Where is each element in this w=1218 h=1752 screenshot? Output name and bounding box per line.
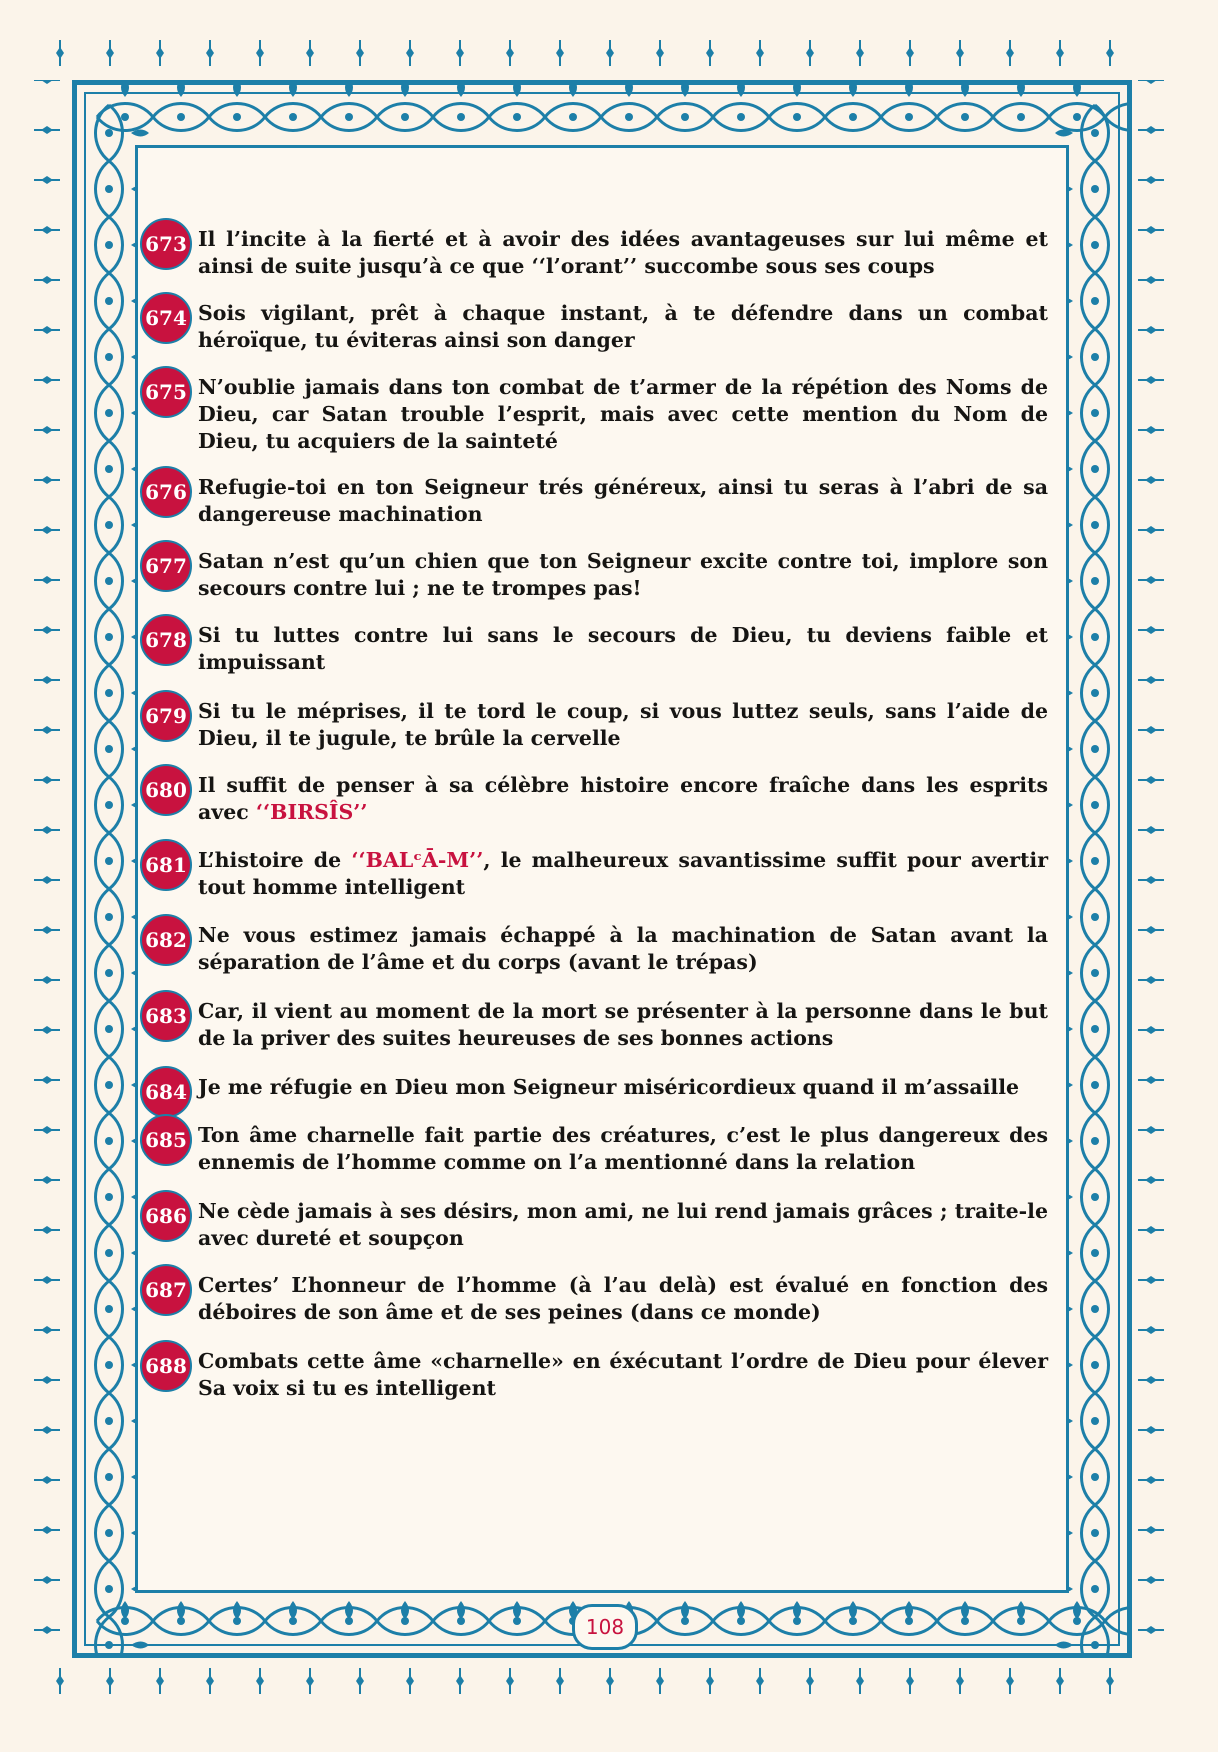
verse-680	[145, 772, 1057, 826]
verse-684	[145, 1074, 1057, 1118]
verse-number-badge: 679	[140, 690, 192, 742]
verse-text: Si tu luttes contre lui sans le secours de Dieu, tu deviens faible et impuissant	[198, 623, 1048, 674]
verse-text: Ton âme charnelle fait partie des créatures, c’est le plus dangereux des ennemis de l’homme comme on l’a mentionné dans la relation	[198, 1123, 1048, 1174]
verse-686	[145, 1198, 1057, 1252]
verse-number-badge: 674	[140, 292, 192, 344]
page-number: 108	[572, 1604, 638, 1650]
verse-677	[145, 548, 1057, 602]
verse-text: Sois vigilant, prêt à chaque instant, à te défendre dans un combat héroïque, tu éviteras ainsi son danger	[198, 301, 1048, 352]
verse-675	[145, 374, 1057, 455]
verse-text: Si tu le méprises, il te tord le coup, si vous luttez seuls, sans l’aide de Dieu, il te jugule, te brûle la cervelle	[198, 699, 1048, 750]
left-tick-border	[30, 80, 64, 1660]
verse-text: Ne vous estimez jamais échappé à la machination de Satan avant la séparation de l’âme et du corps (avant le trépas)	[198, 923, 1048, 974]
verse-683	[145, 998, 1057, 1052]
verse-687	[145, 1272, 1057, 1326]
verse-text: Car, il vient au moment de la mort se présenter à la personne dans le but de la priver des suites heureuses de ses bonnes actions	[198, 999, 1048, 1050]
verse-number-badge: 676	[140, 466, 192, 518]
verse-685	[145, 1122, 1057, 1176]
verse-681	[145, 847, 1057, 901]
verse-text: Je me réfugie en Dieu mon Seigneur miséricordieux quand il m’assaille	[198, 1075, 1020, 1099]
verse-number-badge: 683	[140, 990, 192, 1042]
highlighted-name: ‘‘BIRSÎS’’	[255, 800, 368, 824]
right-tick-border	[1134, 80, 1168, 1660]
verse-text: Ne cède jamais à ses désirs, mon ami, ne lui rend jamais grâces ; traite-le avec dureté et soupçon	[198, 1199, 1048, 1250]
verse-text-main: Il suffit de penser à sa célèbre histoire encore fraîche dans les esprits avec	[198, 773, 1048, 824]
verse-number-badge: 687	[140, 1264, 192, 1316]
top-tick-border	[40, 36, 1170, 70]
verse-number-badge: 680	[140, 764, 192, 816]
verse-text: Satan n’est qu’un chien que ton Seigneur excite contre toi, implore son secours contre lui ; ne te trompes pas!	[198, 549, 1048, 600]
verse-674	[145, 300, 1057, 354]
verse-number-badge: 684	[140, 1066, 192, 1118]
verse-text-before: L’histoire de	[198, 848, 352, 872]
verse-text: Il l’incite à la fierté et à avoir des idées avantageuses sur lui même et ainsi de suite jusqu’à ce que ‘‘l’orant’’ succombe sous ses coups	[198, 227, 1048, 278]
verse-text	[198, 847, 1048, 901]
verse-688	[145, 1348, 1057, 1402]
verse-number-badge: 686	[140, 1190, 192, 1242]
verse-679	[145, 698, 1057, 752]
verse-682	[145, 922, 1057, 976]
verse-678	[145, 622, 1057, 676]
verse-number-badge: 685	[140, 1114, 192, 1166]
verse-text-after: , le malheureux savantissime suffit pour avertir tout homme intelligent	[198, 848, 1049, 899]
verse-number-badge: 673	[140, 218, 192, 270]
verse-text: Refugie-toi en ton Seigneur trés généreux, ainsi tu seras à l’abri de sa dangereuse machination	[198, 475, 1048, 526]
verse-number-badge: 688	[140, 1340, 192, 1392]
verse-number-badge: 681	[140, 839, 192, 891]
verse-number-badge: 677	[140, 540, 192, 592]
verse-673	[145, 226, 1057, 280]
verse-676	[145, 474, 1057, 528]
verse-number-badge: 678	[140, 614, 192, 666]
verse-number-badge: 682	[140, 914, 192, 966]
verse-number-badge: 675	[140, 366, 192, 418]
highlighted-name: ‘‘BALᶜĀ-M’’	[351, 848, 484, 872]
verse-text: Combats cette âme «charnelle» en éxécutant l’ordre de Dieu pour élever Sa voix si tu es intelligent	[198, 1349, 1048, 1400]
verse-text: N’oublie jamais dans ton combat de t’armer de la répétion des Noms de Dieu, car Satan trouble l’esprit, mais avec cette mention du Nom de Dieu, tu acquiers de la sainteté	[198, 375, 1048, 453]
bottom-tick-border	[40, 1664, 1170, 1698]
verse-text: Certes’ L’honneur de l’homme (à l’au delà) est évalué en fonction des déboires de son âme et de ses peines (dans ce monde)	[198, 1273, 1048, 1324]
verse-text	[198, 772, 1048, 826]
